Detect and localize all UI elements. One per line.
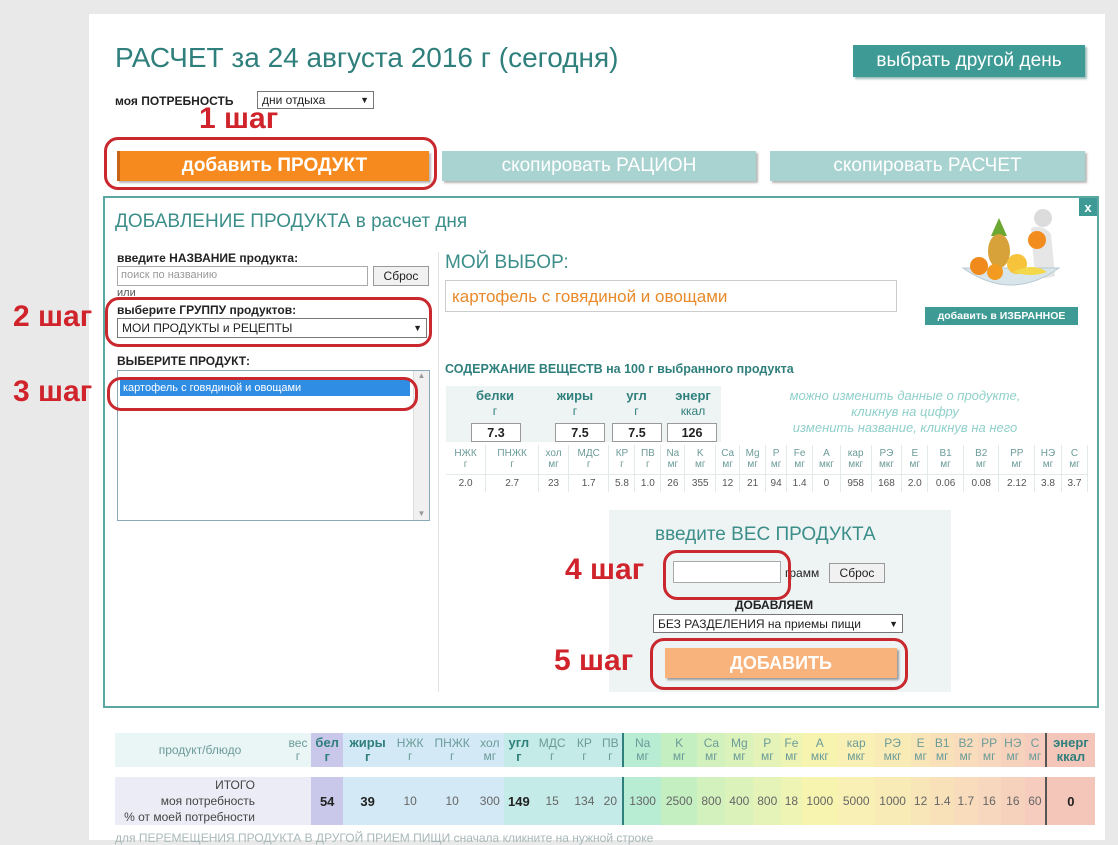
- summary-need-cell: 12: [911, 793, 930, 809]
- summary-total-cell: [534, 777, 571, 793]
- content-label: СОДЕРЖАНИЕ ВЕЩЕСТВ на 100 г выбранного продукта: [445, 362, 794, 376]
- summary-need-cell: 400: [725, 793, 753, 809]
- edit-hint-line: кликнув на цифру: [851, 404, 959, 419]
- macro-fat-header: жиры г: [556, 388, 594, 418]
- micro-header: ПВ г: [635, 445, 661, 474]
- need-weight-cell: [285, 793, 311, 809]
- micro-header: Fe мг: [787, 445, 813, 474]
- summary-need-cell: 300: [476, 793, 504, 809]
- scroll-up-icon[interactable]: ▲: [417, 371, 426, 380]
- summary-total-cell: [838, 777, 874, 793]
- my-choice-field[interactable]: картофель с говядиной и овощами: [445, 280, 897, 312]
- summary-pct-cell: [476, 809, 504, 825]
- summary-need-cell: 1300: [623, 793, 661, 809]
- summary-total-cell: [661, 777, 697, 793]
- summary-need-cell: 16: [1001, 793, 1025, 809]
- step-1-label: 1 шаг: [199, 102, 279, 135]
- search-input[interactable]: поиск по названию: [117, 266, 368, 286]
- summary-block: [115, 733, 1095, 845]
- summary-pct-cell: [428, 809, 475, 825]
- summary-need-cell: 800: [753, 793, 781, 809]
- summary-col-header: бел г: [311, 733, 343, 767]
- summary-pct-cell: [781, 809, 801, 825]
- summary-col-header: Mg мг: [725, 733, 753, 767]
- micro-header: A мкг: [813, 445, 841, 474]
- macro-protein-value[interactable]: 7.3: [471, 423, 521, 442]
- summary-pct-cell: [802, 809, 838, 825]
- summary-total-cell: [1046, 777, 1095, 793]
- add-favorite-button[interactable]: добавить в ИЗБРАННОЕ: [925, 307, 1078, 325]
- summary-need-cell: 0: [1046, 793, 1095, 809]
- summary-col-header: кар мкг: [838, 733, 874, 767]
- summary-col-header: A мкг: [802, 733, 838, 767]
- edit-hint: [755, 388, 1055, 436]
- summary-total-cell: [392, 777, 428, 793]
- summary-need-cell: 20: [598, 793, 623, 809]
- summary-need-cell: 1.7: [954, 793, 978, 809]
- weight-col-header: вес г: [288, 736, 308, 763]
- summary-pct-cell: [1025, 809, 1046, 825]
- macro-energy-header: энерг ккал: [675, 388, 711, 418]
- step-2-label: 2 шаг: [13, 300, 93, 333]
- search-reset-button[interactable]: Сброс: [373, 266, 429, 286]
- micro-header: B1 мг: [928, 445, 964, 474]
- scroll-down-icon[interactable]: ▼: [417, 509, 426, 518]
- micro-header: кар мкг: [840, 445, 871, 474]
- summary-total-cell: [725, 777, 753, 793]
- total-label: ИТОГО: [215, 778, 255, 792]
- micro-value[interactable]: 168: [871, 474, 902, 492]
- panel-title: ДОБАВЛЕНИЕ ПРОДУКТА в расчет дня: [115, 211, 468, 232]
- edit-hint-line: изменить название, кликнув на него: [792, 420, 1018, 435]
- summary-pct-cell: [697, 809, 725, 825]
- micro-value[interactable]: 2.0: [902, 474, 928, 492]
- summary-col-header: НЭ мг: [1001, 733, 1025, 767]
- weight-title: введите ВЕС ПРОДУКТА: [655, 524, 876, 545]
- summary-total-cell: [978, 777, 1001, 793]
- summary-total-cell: [802, 777, 838, 793]
- summary-col-header: B1 мг: [930, 733, 954, 767]
- macro-carb-header: угл г: [626, 388, 647, 418]
- summary-col-header: МДС г: [534, 733, 571, 767]
- summary-need-cell: 5000: [838, 793, 874, 809]
- micro-value[interactable]: 3.7: [1061, 474, 1087, 492]
- summary-pct-cell: [392, 809, 428, 825]
- summary-need-cell: 54: [311, 793, 343, 809]
- micro-header: P мг: [766, 445, 787, 474]
- summary-col-header: PP мг: [978, 733, 1001, 767]
- name-label: введите НАЗВАНИЕ продукта:: [117, 251, 299, 265]
- my-choice-label: МОЙ ВЫБОР:: [445, 252, 569, 273]
- micro-value[interactable]: 355: [685, 474, 716, 492]
- summary-col-header: B2 мг: [954, 733, 978, 767]
- or-label: или: [117, 287, 136, 299]
- micro-value[interactable]: 23: [539, 474, 569, 492]
- add-product-panel: [103, 196, 1099, 708]
- summary-need-cell: 39: [343, 793, 392, 809]
- choose-other-day-button[interactable]: выбрать другой день: [853, 45, 1085, 77]
- summary-total-cell: [428, 777, 475, 793]
- summary-col-header: E мг: [911, 733, 930, 767]
- summary-need-cell: 149: [504, 793, 534, 809]
- page-title: РАСЧЕТ за 24 августа 2016 г (сегодня): [115, 42, 619, 73]
- summary-col-header: P мг: [753, 733, 781, 767]
- summary-pct-cell: [930, 809, 954, 825]
- micro-header: Na мг: [661, 445, 685, 474]
- summary-total-cell: [1025, 777, 1046, 793]
- summary-pct-cell: [954, 809, 978, 825]
- summary-need-cell: 10: [428, 793, 475, 809]
- summary-need-cell: 1.4: [930, 793, 954, 809]
- total-weight-cell: [285, 777, 311, 793]
- macro-carb-value[interactable]: 7.5: [612, 423, 662, 442]
- meal-select-value: БЕЗ РАЗДЕЛЕНИЯ на приемы пищи: [658, 616, 861, 631]
- summary-total-cell: [570, 777, 598, 793]
- percent-row-label: % от моей потребности: [124, 810, 255, 824]
- summary-col-header: КР г: [570, 733, 598, 767]
- fruit-bowl-icon: [951, 206, 1069, 302]
- summary-pct-cell: [911, 809, 930, 825]
- micro-value[interactable]: 3.8: [1035, 474, 1062, 492]
- summary-total-cell: [697, 777, 725, 793]
- summary-pct-cell: [978, 809, 1001, 825]
- summary-col-header: Na мг: [623, 733, 661, 767]
- step-2-highlight: [105, 297, 432, 347]
- micro-value[interactable]: 2.0: [446, 474, 486, 492]
- summary-col-header: РЭ мкг: [874, 733, 910, 767]
- micro-header: C мг: [1061, 445, 1087, 474]
- micro-value[interactable]: 958: [840, 474, 871, 492]
- micro-value[interactable]: 0: [813, 474, 841, 492]
- micros-table: [446, 445, 1088, 492]
- summary-col-header: НЖК г: [392, 733, 428, 767]
- step-4-highlight: [663, 550, 791, 600]
- chevron-down-icon: ▼: [889, 618, 898, 629]
- step-4-label: 4 шаг: [565, 553, 645, 586]
- need-select-value: дни отдыха: [262, 93, 326, 107]
- summary-col-header: K мг: [661, 733, 697, 767]
- micro-header: PP мг: [999, 445, 1035, 474]
- step-5-highlight: [650, 638, 908, 690]
- summary-total-cell: [911, 777, 930, 793]
- summary-total-cell: [781, 777, 801, 793]
- micro-header: МДС г: [568, 445, 609, 474]
- summary-need-cell: 800: [697, 793, 725, 809]
- summary-pct-cell: [1001, 809, 1025, 825]
- summary-col-header: ПНЖК г: [428, 733, 475, 767]
- summary-col-header: хол мг: [476, 733, 504, 767]
- summary-total-cell: [874, 777, 910, 793]
- summary-need-cell: 10: [392, 793, 428, 809]
- micro-value[interactable]: 0.08: [963, 474, 999, 492]
- micro-header: КР г: [609, 445, 635, 474]
- summary-total-cell: [504, 777, 534, 793]
- summary-total-cell: [311, 777, 343, 793]
- summary-pct-cell: [504, 809, 534, 825]
- chevron-down-icon: ▼: [413, 323, 422, 333]
- micro-value[interactable]: 1.0: [635, 474, 661, 492]
- summary-pct-cell: [623, 809, 661, 825]
- micro-header: Mg мг: [740, 445, 766, 474]
- percent-weight-cell: [285, 809, 311, 825]
- micro-value[interactable]: 2.7: [486, 474, 539, 492]
- summary-pct-cell: [598, 809, 623, 825]
- micro-value[interactable]: 1.7: [568, 474, 609, 492]
- product-col-header: продукт/блюдо: [158, 742, 242, 757]
- summary-col-header: угл г: [504, 733, 534, 767]
- product-label: ВЫБЕРИТЕ ПРОДУКТ:: [117, 354, 250, 368]
- micro-header: E мг: [902, 445, 928, 474]
- micro-header: РЭ мкг: [871, 445, 902, 474]
- summary-pct-cell: [838, 809, 874, 825]
- summary-col-header: Ca мг: [697, 733, 725, 767]
- edit-hint-line: можно изменить данные о продукте,: [789, 388, 1021, 403]
- copy-calc-button[interactable]: скопировать РАСЧЕТ: [770, 151, 1085, 181]
- micro-value[interactable]: 94: [766, 474, 787, 492]
- micro-header: Ca мг: [716, 445, 740, 474]
- summary-need-cell: 15: [534, 793, 571, 809]
- micro-value[interactable]: 5.8: [609, 474, 635, 492]
- step-3-label: 3 шаг: [13, 375, 93, 408]
- micro-header: B2 мг: [963, 445, 999, 474]
- step-3-highlight: [107, 377, 418, 411]
- micro-value[interactable]: 21: [740, 474, 766, 492]
- summary-col-header: Fe мг: [781, 733, 801, 767]
- micro-value[interactable]: 26: [661, 474, 685, 492]
- meal-select[interactable]: [653, 614, 903, 633]
- summary-pct-cell: [570, 809, 598, 825]
- summary-pct-cell: [661, 809, 697, 825]
- micro-value[interactable]: 12: [716, 474, 740, 492]
- summary-total-cell: [623, 777, 661, 793]
- summary-pct-cell: [343, 809, 392, 825]
- close-icon[interactable]: x: [1079, 198, 1097, 216]
- need-row-label: моя потребность: [160, 794, 255, 808]
- summary-total-cell: [930, 777, 954, 793]
- macro-fat-value[interactable]: 7.5: [555, 423, 605, 442]
- summary-total-cell: [753, 777, 781, 793]
- move-note: для ПЕРЕМЕЩЕНИЯ ПРОДУКТА В ДРУГОЙ ПРИЕМ ПИЩИ сначала кликните на нужной строке: [115, 831, 654, 845]
- chevron-down-icon: ▼: [360, 95, 369, 105]
- micro-header: ПНЖК г: [486, 445, 539, 474]
- summary-col-header: жиры г: [343, 733, 392, 767]
- summary-pct-cell: [1046, 809, 1095, 825]
- summary-total-cell: [954, 777, 978, 793]
- group-label: выберите ГРУППУ продуктов:: [117, 303, 297, 317]
- summary-table: [115, 733, 1095, 825]
- summary-need-cell: 60: [1025, 793, 1046, 809]
- adding-label: ДОБАВЛЯЕМ: [735, 598, 814, 612]
- micro-header: НЭ мг: [1035, 445, 1062, 474]
- micro-value[interactable]: 0.06: [928, 474, 964, 492]
- summary-total-cell: [476, 777, 504, 793]
- summary-pct-cell: [874, 809, 910, 825]
- group-select-value: МОИ ПРОДУКТЫ и РЕЦЕПТЫ: [122, 321, 293, 335]
- summary-need-cell: 16: [978, 793, 1001, 809]
- summary-pct-cell: [534, 809, 571, 825]
- summary-pct-cell: [753, 809, 781, 825]
- summary-need-cell: 1000: [802, 793, 838, 809]
- page: [13, 14, 1105, 845]
- summary-total-cell: [598, 777, 623, 793]
- add-product-button[interactable]: добавить ПРОДУКТ: [117, 151, 429, 181]
- summary-need-cell: 1000: [874, 793, 910, 809]
- add-button[interactable]: ДОБАВИТЬ: [665, 648, 897, 678]
- summary-need-cell: 18: [781, 793, 801, 809]
- summary-total-cell: [343, 777, 392, 793]
- macro-protein-header: белки г: [475, 388, 515, 418]
- summary-pct-cell: [311, 809, 343, 825]
- macro-energy-value[interactable]: 126: [667, 423, 717, 442]
- summary-need-cell: 2500: [661, 793, 697, 809]
- list-item-selected[interactable]: картофель с говядиной и овощами: [120, 380, 410, 396]
- micro-value[interactable]: 2.12: [999, 474, 1035, 492]
- summary-col-header: C мг: [1025, 733, 1046, 767]
- summary-col-header: энерг ккал: [1046, 733, 1095, 767]
- gram-label: грамм: [785, 566, 820, 580]
- copy-ration-button[interactable]: скопировать РАЦИОН: [442, 151, 756, 181]
- weight-reset-button[interactable]: Сброс: [829, 563, 885, 583]
- need-label: моя ПОТРЕБНОСТЬ: [115, 94, 234, 108]
- column-divider: [438, 252, 439, 692]
- summary-need-cell: 134: [570, 793, 598, 809]
- summary-pct-cell: [725, 809, 753, 825]
- micro-header: НЖК г: [446, 445, 486, 474]
- micro-value[interactable]: 1.4: [787, 474, 813, 492]
- micro-header: хол мг: [539, 445, 569, 474]
- micro-header: K мг: [685, 445, 716, 474]
- summary-total-cell: [1001, 777, 1025, 793]
- step-5-label: 5 шаг: [554, 644, 634, 677]
- summary-col-header: ПВ г: [598, 733, 623, 767]
